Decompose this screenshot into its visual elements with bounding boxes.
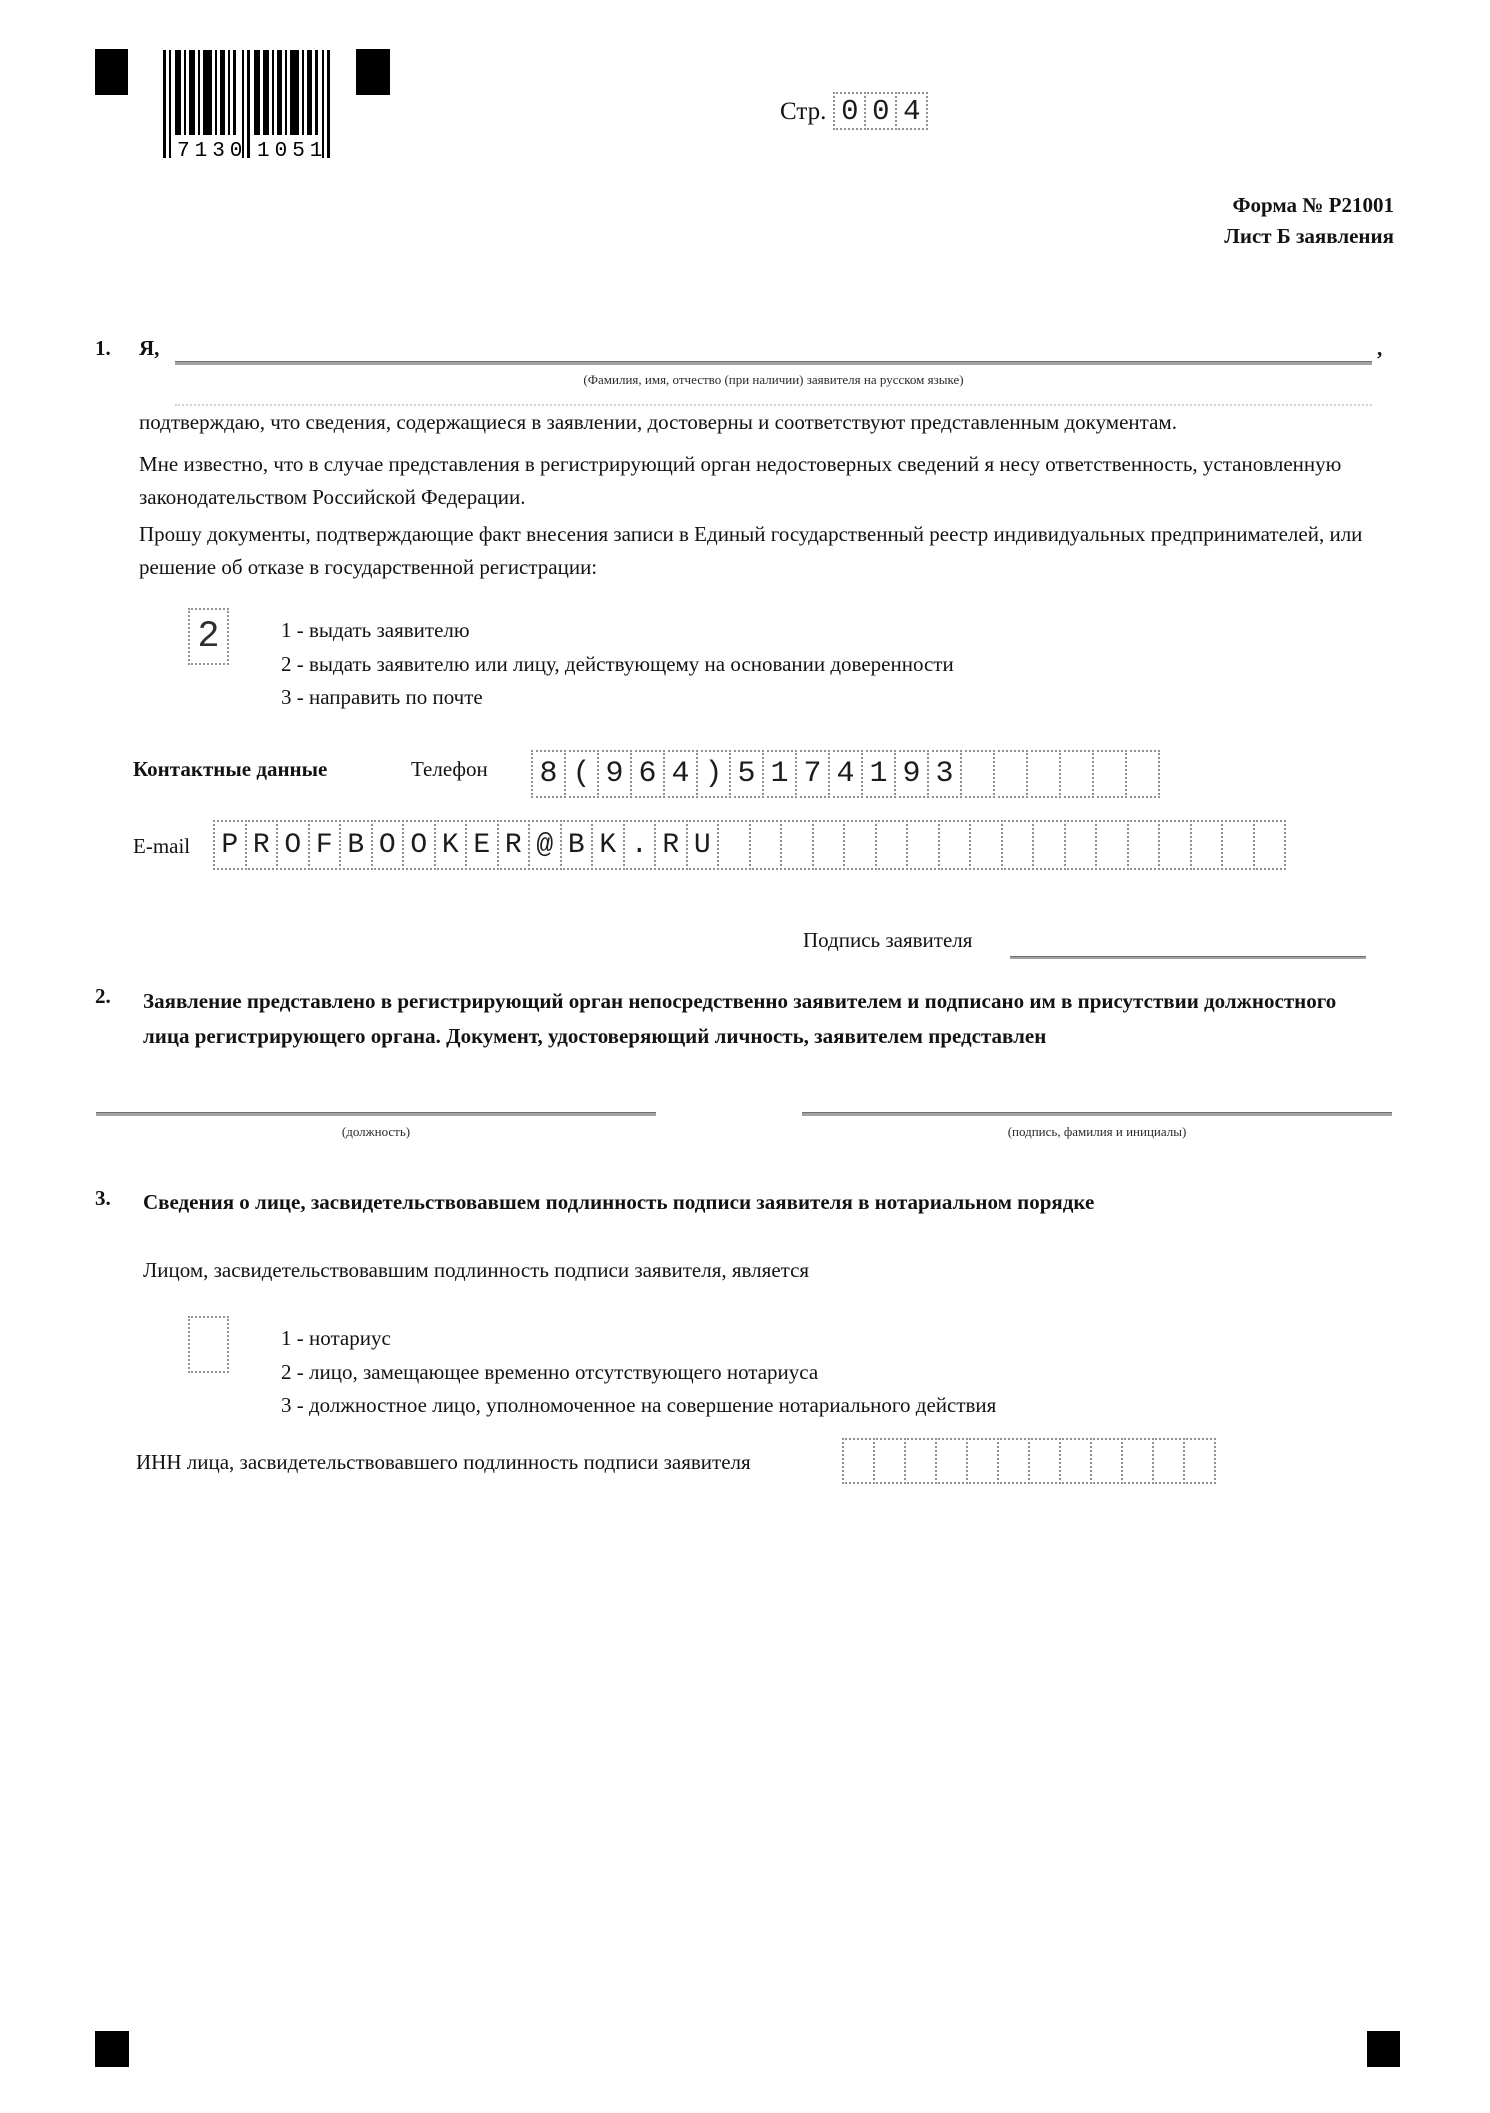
form-title [1224, 190, 1394, 252]
char-cell[interactable] [717, 820, 751, 870]
name-field-caption: (Фамилия, имя, отчество (при наличии) заявителя на русском языке) [583, 372, 964, 387]
char-cell[interactable] [1221, 820, 1255, 870]
char-cell[interactable]: 1 [762, 750, 797, 798]
char-cell[interactable]: B [560, 820, 594, 870]
char-cell[interactable] [969, 820, 1003, 870]
char-cell[interactable]: 4 [895, 92, 928, 130]
char-cell[interactable] [1064, 820, 1098, 870]
char-cell[interactable] [1092, 750, 1127, 798]
char-cell[interactable]: K [591, 820, 625, 870]
section1-intro-prefix: Я, [139, 336, 160, 360]
option-line: 3 - направить по почте [281, 685, 483, 709]
char-cell[interactable] [904, 1438, 937, 1484]
applicant-signature-label: Подпись заявителя [803, 928, 973, 952]
char-cell[interactable] [1158, 820, 1192, 870]
phone-label: Телефон [411, 757, 488, 781]
registration-square-bottom-right [1367, 2031, 1400, 2067]
section1-number: 1. [95, 336, 111, 360]
section1-request-text: Прошу документы, подтверждающие факт внесения записи в Единый государственный реестр индивидуальных предпринимателей, или решение об отказе в государственной регистрации: [139, 522, 1363, 579]
option-line: 2 - выдать заявителю или лицу, действующему на основании доверенности [281, 651, 954, 676]
char-cell[interactable] [875, 820, 909, 870]
char-cell[interactable]: 9 [597, 750, 632, 798]
section2-text: Заявление представлено в регистрирующий орган непосредственно заявителем и подписано им в присутствии должностного лица регистрирующего органа. Документ, удостоверяющий личность, заявителем представлен [143, 989, 1337, 1048]
barcode-digits-right: 1051 [257, 140, 328, 162]
char-cell[interactable] [1152, 1438, 1185, 1484]
char-cell[interactable]: O [276, 820, 310, 870]
barcode [163, 50, 331, 167]
char-cell[interactable]: R [245, 820, 279, 870]
char-cell[interactable] [938, 820, 972, 870]
inn-cells[interactable] [844, 1438, 1216, 1484]
char-cell[interactable]: 9 [894, 750, 929, 798]
barcode-digits-left: 7130 [177, 140, 248, 162]
section3-heading: Сведения о лице, засвидетельствовавшем подлинность подписи заявителя в нотариальном порядке [143, 1190, 1095, 1214]
section2-number: 2. [95, 984, 111, 1008]
char-cell[interactable]: . [623, 820, 657, 870]
char-cell[interactable] [1125, 750, 1160, 798]
char-cell[interactable]: F [308, 820, 342, 870]
section1-liability-text: Мне известно, что в случае представления в регистрирующий орган недостоверных сведений я несу ответственность, установленную законодательством Российской Федерации. [139, 452, 1342, 509]
applicant-signature-line[interactable] [1010, 956, 1366, 959]
option-line: 3 - должностное лицо, уполномоченное на совершение нотариального действия [281, 1393, 997, 1417]
section1-trailing-comma: , [1377, 336, 1383, 360]
char-cell[interactable]: 4 [828, 750, 863, 798]
char-cell[interactable]: 3 [927, 750, 962, 798]
char-cell[interactable]: R [497, 820, 531, 870]
char-cell[interactable]: E [465, 820, 499, 870]
phone-cells[interactable] [533, 750, 1160, 798]
char-cell[interactable]: ( [564, 750, 599, 798]
delivery-options-list [281, 614, 954, 715]
char-cell[interactable] [1059, 750, 1094, 798]
option-line: 1 - нотариус [281, 1326, 391, 1350]
char-cell[interactable]: K [434, 820, 468, 870]
char-cell[interactable] [960, 750, 995, 798]
form-title-line1: Форма № Р21001 [1232, 193, 1394, 217]
char-cell[interactable]: O [371, 820, 405, 870]
option-line: 2 - лицо, замещающее временно отсутствующего нотариуса [281, 1359, 819, 1384]
char-cell[interactable] [1253, 820, 1287, 870]
char-cell[interactable]: 5 [729, 750, 764, 798]
section3-number: 3. [95, 1186, 111, 1210]
applicant-name-field-line[interactable] [175, 361, 1372, 365]
official-position-caption: (должность) [341, 1124, 411, 1139]
char-cell[interactable] [1032, 820, 1066, 870]
email-cells[interactable] [215, 820, 1286, 870]
char-cell[interactable] [780, 820, 814, 870]
barcode-image [163, 50, 331, 162]
char-cell[interactable]: P [213, 820, 247, 870]
official-signature-caption: (подпись, фамилия и инициалы) [1007, 1124, 1187, 1139]
char-cell[interactable] [1026, 750, 1061, 798]
char-cell[interactable]: B [339, 820, 373, 870]
registration-square-bottom-left [95, 2031, 129, 2067]
form-title-line2: Лист Б заявления [1224, 224, 1394, 248]
char-cell[interactable]: @ [528, 820, 562, 870]
char-cell[interactable] [906, 820, 940, 870]
char-cell[interactable] [966, 1438, 999, 1484]
page-number-label: Стр. [780, 98, 827, 125]
char-cell[interactable] [1183, 1438, 1216, 1484]
witness-intro-text: Лицом, засвидетельствовавшим подлинность подписи заявителя, является [143, 1258, 810, 1282]
char-cell[interactable] [993, 750, 1028, 798]
char-cell[interactable] [843, 820, 877, 870]
char-cell[interactable]: ) [696, 750, 731, 798]
char-cell[interactable] [1127, 820, 1161, 870]
delivery-method-checkbox[interactable]: 2 [188, 608, 229, 665]
char-cell[interactable]: 0 [833, 92, 866, 130]
registration-square-top-left-2 [356, 49, 390, 95]
char-cell[interactable] [1121, 1438, 1154, 1484]
official-position-line[interactable] [96, 1112, 656, 1116]
witness-options-list [281, 1322, 996, 1423]
page-number-row [780, 92, 928, 130]
char-cell[interactable] [749, 820, 783, 870]
char-cell[interactable] [935, 1438, 968, 1484]
registration-square-top-left [95, 49, 128, 95]
char-cell[interactable] [1095, 820, 1129, 870]
char-cell[interactable] [812, 820, 846, 870]
char-cell[interactable]: R [654, 820, 688, 870]
option-line: 1 - выдать заявителю [281, 618, 470, 642]
char-cell[interactable]: 4 [663, 750, 698, 798]
page-number-cells [835, 92, 928, 130]
inn-label: ИНН лица, засвидетельствовавшего подлинность подписи заявителя [136, 1450, 751, 1474]
char-cell[interactable] [1001, 820, 1035, 870]
section1-confirm-text: подтверждаю, что сведения, содержащиеся в заявлении, достоверны и соответствуют представленным документам. [139, 410, 1177, 434]
email-label: E-mail [133, 834, 191, 858]
official-signature-line[interactable] [802, 1112, 1392, 1116]
char-cell[interactable]: 6 [630, 750, 665, 798]
char-cell[interactable] [1059, 1438, 1092, 1484]
char-cell[interactable]: 0 [864, 92, 897, 130]
witness-type-checkbox[interactable] [188, 1316, 229, 1373]
char-cell[interactable]: 8 [531, 750, 566, 798]
char-cell[interactable] [997, 1438, 1030, 1484]
char-cell[interactable]: O [402, 820, 436, 870]
char-cell[interactable] [842, 1438, 875, 1484]
char-cell[interactable] [1190, 820, 1224, 870]
contacts-label: Контактные данные [133, 757, 328, 781]
char-cell[interactable] [1090, 1438, 1123, 1484]
char-cell[interactable]: 1 [861, 750, 896, 798]
char-cell[interactable]: U [686, 820, 720, 870]
char-cell[interactable]: 7 [795, 750, 830, 798]
char-cell[interactable] [873, 1438, 906, 1484]
char-cell[interactable] [1028, 1438, 1061, 1484]
